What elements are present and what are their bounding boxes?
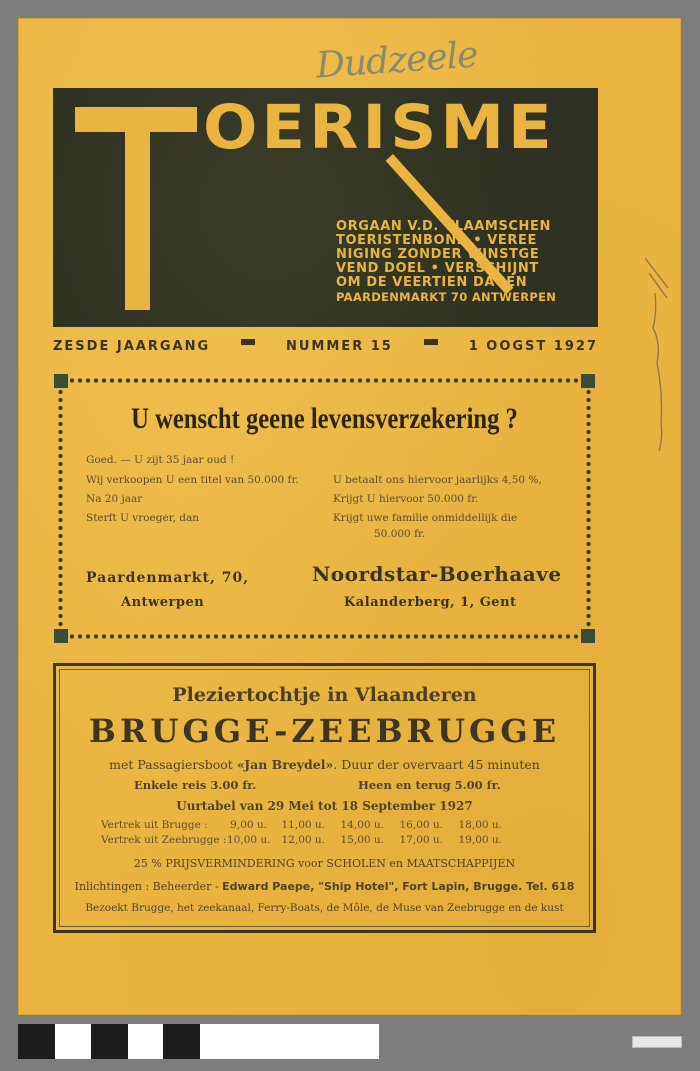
- dotted-border-top: [68, 378, 581, 383]
- calibration-swatch: [91, 1024, 128, 1059]
- magazine-cover: [18, 18, 681, 1015]
- timetable-label: Vertrek uit Zeebrugge :: [101, 834, 227, 846]
- timetable-row: [101, 819, 505, 831]
- departure-time: 16,00 u.: [399, 819, 443, 831]
- ad-text-left: Wij verkoopen U een titel van 50.000 fr.: [86, 474, 299, 486]
- subtitle-line: ORGAAN V.D. VLAAMSCHEN: [336, 219, 551, 234]
- border-corner: [581, 629, 595, 643]
- separator-icon: [424, 339, 438, 345]
- fare-single: Enkele reis 3.00 fr.: [134, 778, 257, 792]
- left-address-city: Antwerpen: [121, 595, 205, 610]
- boat-line-suffix: . Duur der overvaart 45 minuten: [333, 757, 540, 772]
- dotted-border-right: [586, 388, 591, 629]
- border-corner: [54, 374, 68, 388]
- issue-info: [53, 339, 598, 354]
- masthead: [53, 88, 598, 327]
- masthead-subtitle: [336, 220, 581, 304]
- ad-text-right: Krijgt U hiervoor 50.000 fr.: [333, 493, 479, 505]
- departure-time: 15,00 u.: [340, 834, 384, 846]
- boat-name: «Jan Breydel»: [236, 757, 334, 772]
- subtitle-line: TOERISTENBOND • VEREE: [336, 233, 537, 248]
- visit-footer: Bezoekt Brugge, het zeekanaal, Ferry-Boats, de Môle, de Muse van Zeebrugge en de kust: [85, 902, 564, 914]
- volume-label: ZESDE JAARGANG: [53, 339, 211, 354]
- calibration-swatch: [128, 1024, 163, 1059]
- boat-description: [56, 757, 593, 772]
- ad-text-right: 50.000 fr.: [374, 528, 426, 540]
- ad-text-right: U betaalt ons hiervoor jaarlijks 4,50 %,: [333, 474, 542, 486]
- subtitle-line: OM DE VEERTIEN DAGEN: [336, 275, 528, 290]
- departure-time: 18,00 u.: [458, 819, 502, 831]
- dotted-border-left: [58, 388, 63, 629]
- departure-time: 14,00 u.: [340, 819, 384, 831]
- calibration-swatch: [200, 1024, 379, 1059]
- title-t-crossbar: [75, 107, 197, 132]
- boat-trip-advertisement: [53, 663, 596, 933]
- ad-text-left: Goed. — U zijt 35 jaar oud !: [86, 454, 235, 466]
- calibration-swatch: [163, 1024, 200, 1059]
- departure-time: 12,00 u.: [281, 834, 325, 846]
- calibration-swatch: [55, 1024, 91, 1059]
- fare-return: Heen en terug 5.00 fr.: [358, 778, 501, 792]
- handwritten-note: Dudzeele: [314, 34, 479, 87]
- calibration-swatch: [18, 1024, 55, 1059]
- title-t-stem: [125, 132, 150, 310]
- separator-icon: [241, 339, 255, 345]
- departure-time: 19,00 u.: [458, 834, 502, 846]
- dotted-border-bottom: [68, 634, 581, 639]
- departure-time: 9,00 u.: [230, 819, 267, 831]
- contact-prefix: Inlichtingen : Beheerder -: [74, 880, 219, 893]
- ad-subheadline: Pleziertochtje in Vlaanderen: [172, 684, 477, 706]
- subtitle-line: VEND DOEL • VERSCHIJNT: [336, 261, 539, 276]
- left-address-street: Paardenmarkt, 70,: [86, 570, 250, 586]
- magazine-title: OERISME: [203, 92, 556, 164]
- archive-label: [632, 1036, 682, 1048]
- ad-text-left: Sterft U vroeger, dan: [86, 512, 199, 524]
- departure-time: 10,00 u.: [227, 834, 271, 846]
- handwritten-side-annotation: [643, 253, 673, 453]
- company-address: Kalanderberg, 1, Gent: [344, 595, 517, 610]
- company-name: Noordstar-Boerhaave: [312, 562, 562, 586]
- timetable-label: Vertrek uit Brugge :: [101, 819, 208, 831]
- border-corner: [54, 629, 68, 643]
- contact-info: [56, 880, 593, 893]
- ad-headline: U wenscht geene levensverzekering ?: [131, 402, 518, 435]
- insurance-advertisement: [54, 374, 595, 643]
- departure-time: 17,00 u.: [399, 834, 443, 846]
- issue-number: NUMMER 15: [286, 339, 393, 354]
- subtitle-line: NIGING ZONDER WINSTGE: [336, 247, 540, 262]
- timetable-row: [101, 834, 505, 846]
- contact-details: Edward Paepe, "Ship Hotel", Fort Lapin, Brugge. Tel. 618: [222, 880, 575, 893]
- ad-headline: BRUGGE-ZEEBRUGGE: [88, 712, 561, 750]
- issue-date: 1 OOGST 1927: [468, 339, 598, 354]
- subtitle-line: PAARDENMARKT 70 ANTWERPEN: [336, 290, 557, 304]
- discount-notice: 25 % PRIJSVERMINDERING voor SCHOLEN en MAATSCHAPPIJEN: [133, 857, 516, 870]
- timetable-title: Uurtabel van 29 Mei tot 18 September 1927: [176, 799, 473, 813]
- departure-time: 11,00 u.: [281, 819, 325, 831]
- border-corner: [581, 374, 595, 388]
- ad-text-left: Na 20 jaar: [86, 493, 143, 505]
- boat-line-prefix: met Passagiersboot: [109, 757, 233, 772]
- ad-text-right: Krijgt uwe familie onmiddellijk die: [333, 512, 518, 524]
